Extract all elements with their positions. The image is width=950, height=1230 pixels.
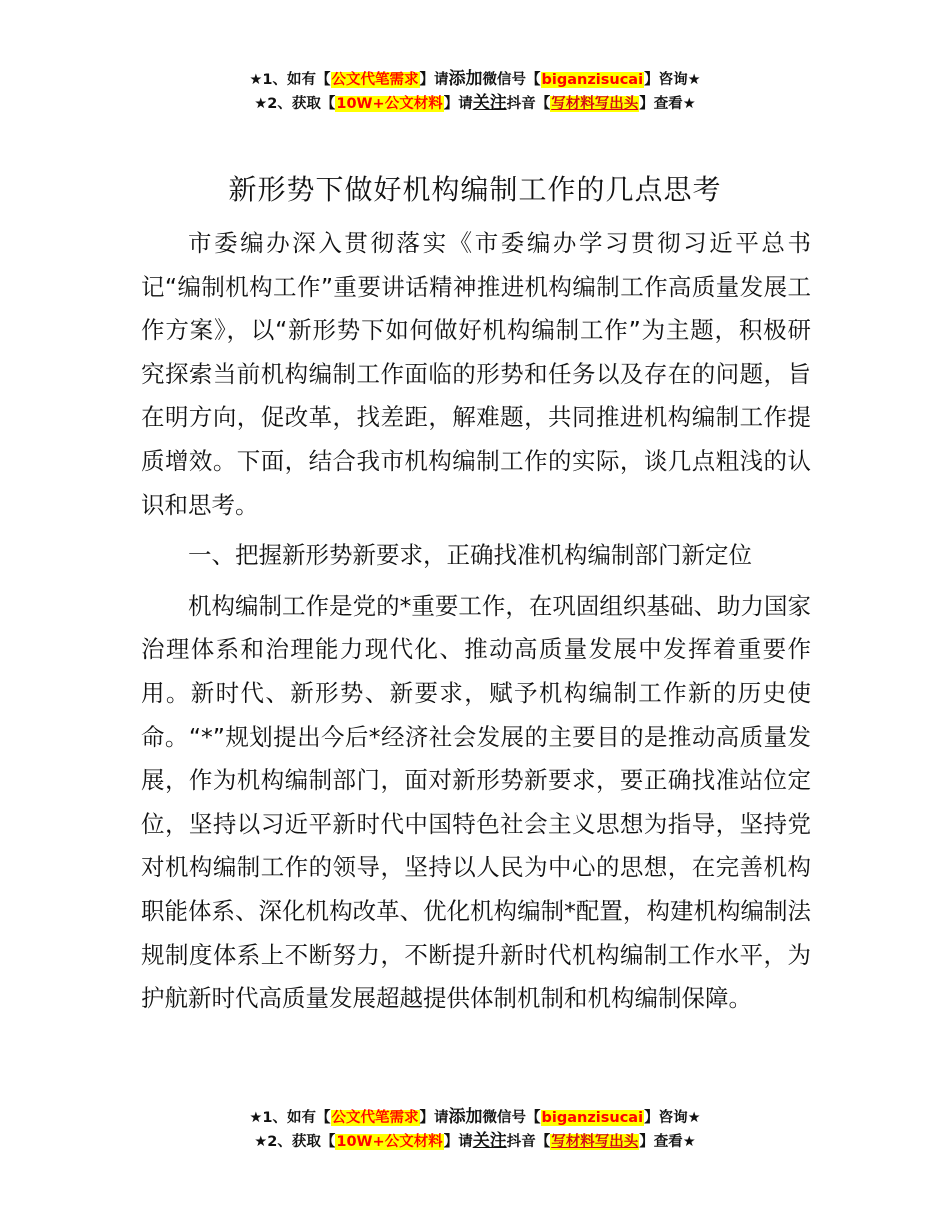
douyin-account: 写材料写出头 [551,1134,639,1150]
promo-text: 】查看★ [639,96,696,112]
douyin-account: 写材料写出头 [551,96,639,112]
promo-banner-top [0,68,950,116]
promo-emphasis: 添加 [448,1107,483,1127]
promo-text: 微信号【 [482,1110,541,1126]
promo-line-1 [0,68,950,92]
promo-highlight: 公文代笔需求 [331,1110,419,1126]
promo-emphasis: 添加 [448,69,483,89]
promo-text: 】请 [443,1134,473,1150]
document-body [141,222,811,1021]
section-heading-1: 一、把握新形势新要求，正确找准机构编制部门新定位 [188,541,752,570]
paragraph-intro: 市委编办深入贯彻落实《市委编办学习贯彻习近平总书记“编制机构工作”重要讲话精神推进机构编制工作高质量发展工作方案》，以“新形势下如何做好机构编制工作”为主题，积极研究探索当前机构编制工作面临的形势和任务以及存在的问题，旨在明方向，促改革，找差距，解难题，共同推进机构编制工作提质增效。下面，结合我市机构编制工作的实际，谈几点粗浅的认识和思考。 [141,229,811,519]
promo-line-2 [0,1130,950,1154]
promo-highlight: 10W+公文材料 [336,96,443,112]
promo-text: ★1、如有【 [249,72,331,88]
promo-text: 抖音【 [506,96,551,112]
wechat-id: biganzisucai [541,72,644,88]
promo-emphasis: 关注 [472,1131,507,1151]
promo-highlight: 10W+公文材料 [336,1134,443,1150]
promo-emphasis: 关注 [472,93,507,113]
promo-text: ★2、获取【 [254,1134,336,1150]
promo-highlight: 公文代笔需求 [331,72,419,88]
promo-line-1 [0,1106,950,1130]
promo-banner-bottom [0,1106,950,1154]
document-title: 新形势下做好机构编制工作的几点思考 [228,173,722,206]
wechat-id: biganzisucai [541,1110,644,1126]
promo-text: 】请 [443,96,473,112]
promo-text: ★2、获取【 [254,96,336,112]
promo-text: 微信号【 [482,72,541,88]
promo-text: 】请 [419,72,449,88]
promo-text: 】咨询★ [644,72,701,88]
promo-text: 】查看★ [639,1134,696,1150]
promo-text: 】咨询★ [644,1110,701,1126]
promo-text: ★1、如有【 [249,1110,331,1126]
promo-text: 抖音【 [506,1134,551,1150]
promo-text: 】请 [419,1110,449,1126]
promo-line-2 [0,92,950,116]
paragraph-section-1: 机构编制工作是党的*重要工作，在巩固组织基础、助力国家治理体系和治理能力现代化、推动高质量发展中发挥着重要作用。新时代、新形势、新要求，赋予机构编制工作新的历史使命。“*”规划提出今后*经济社会发展的主要目的是推动高质量发展，作为机构编制部门，面对新形势新要求，要正确找准站位定位，坚持以习近平新时代中国特色社会主义思想为指导，坚持党对机构编制工作的领导，坚持以人民为中心的思想，在完善机构职能体系、深化机构改革、优化机构编制*配置，构建机构编制法规制度体系上不断努力，不断提升新时代机构编制工作水平，为护航新时代高质量发展超越提供体制机制和机构编制保障。 [141,591,811,1013]
